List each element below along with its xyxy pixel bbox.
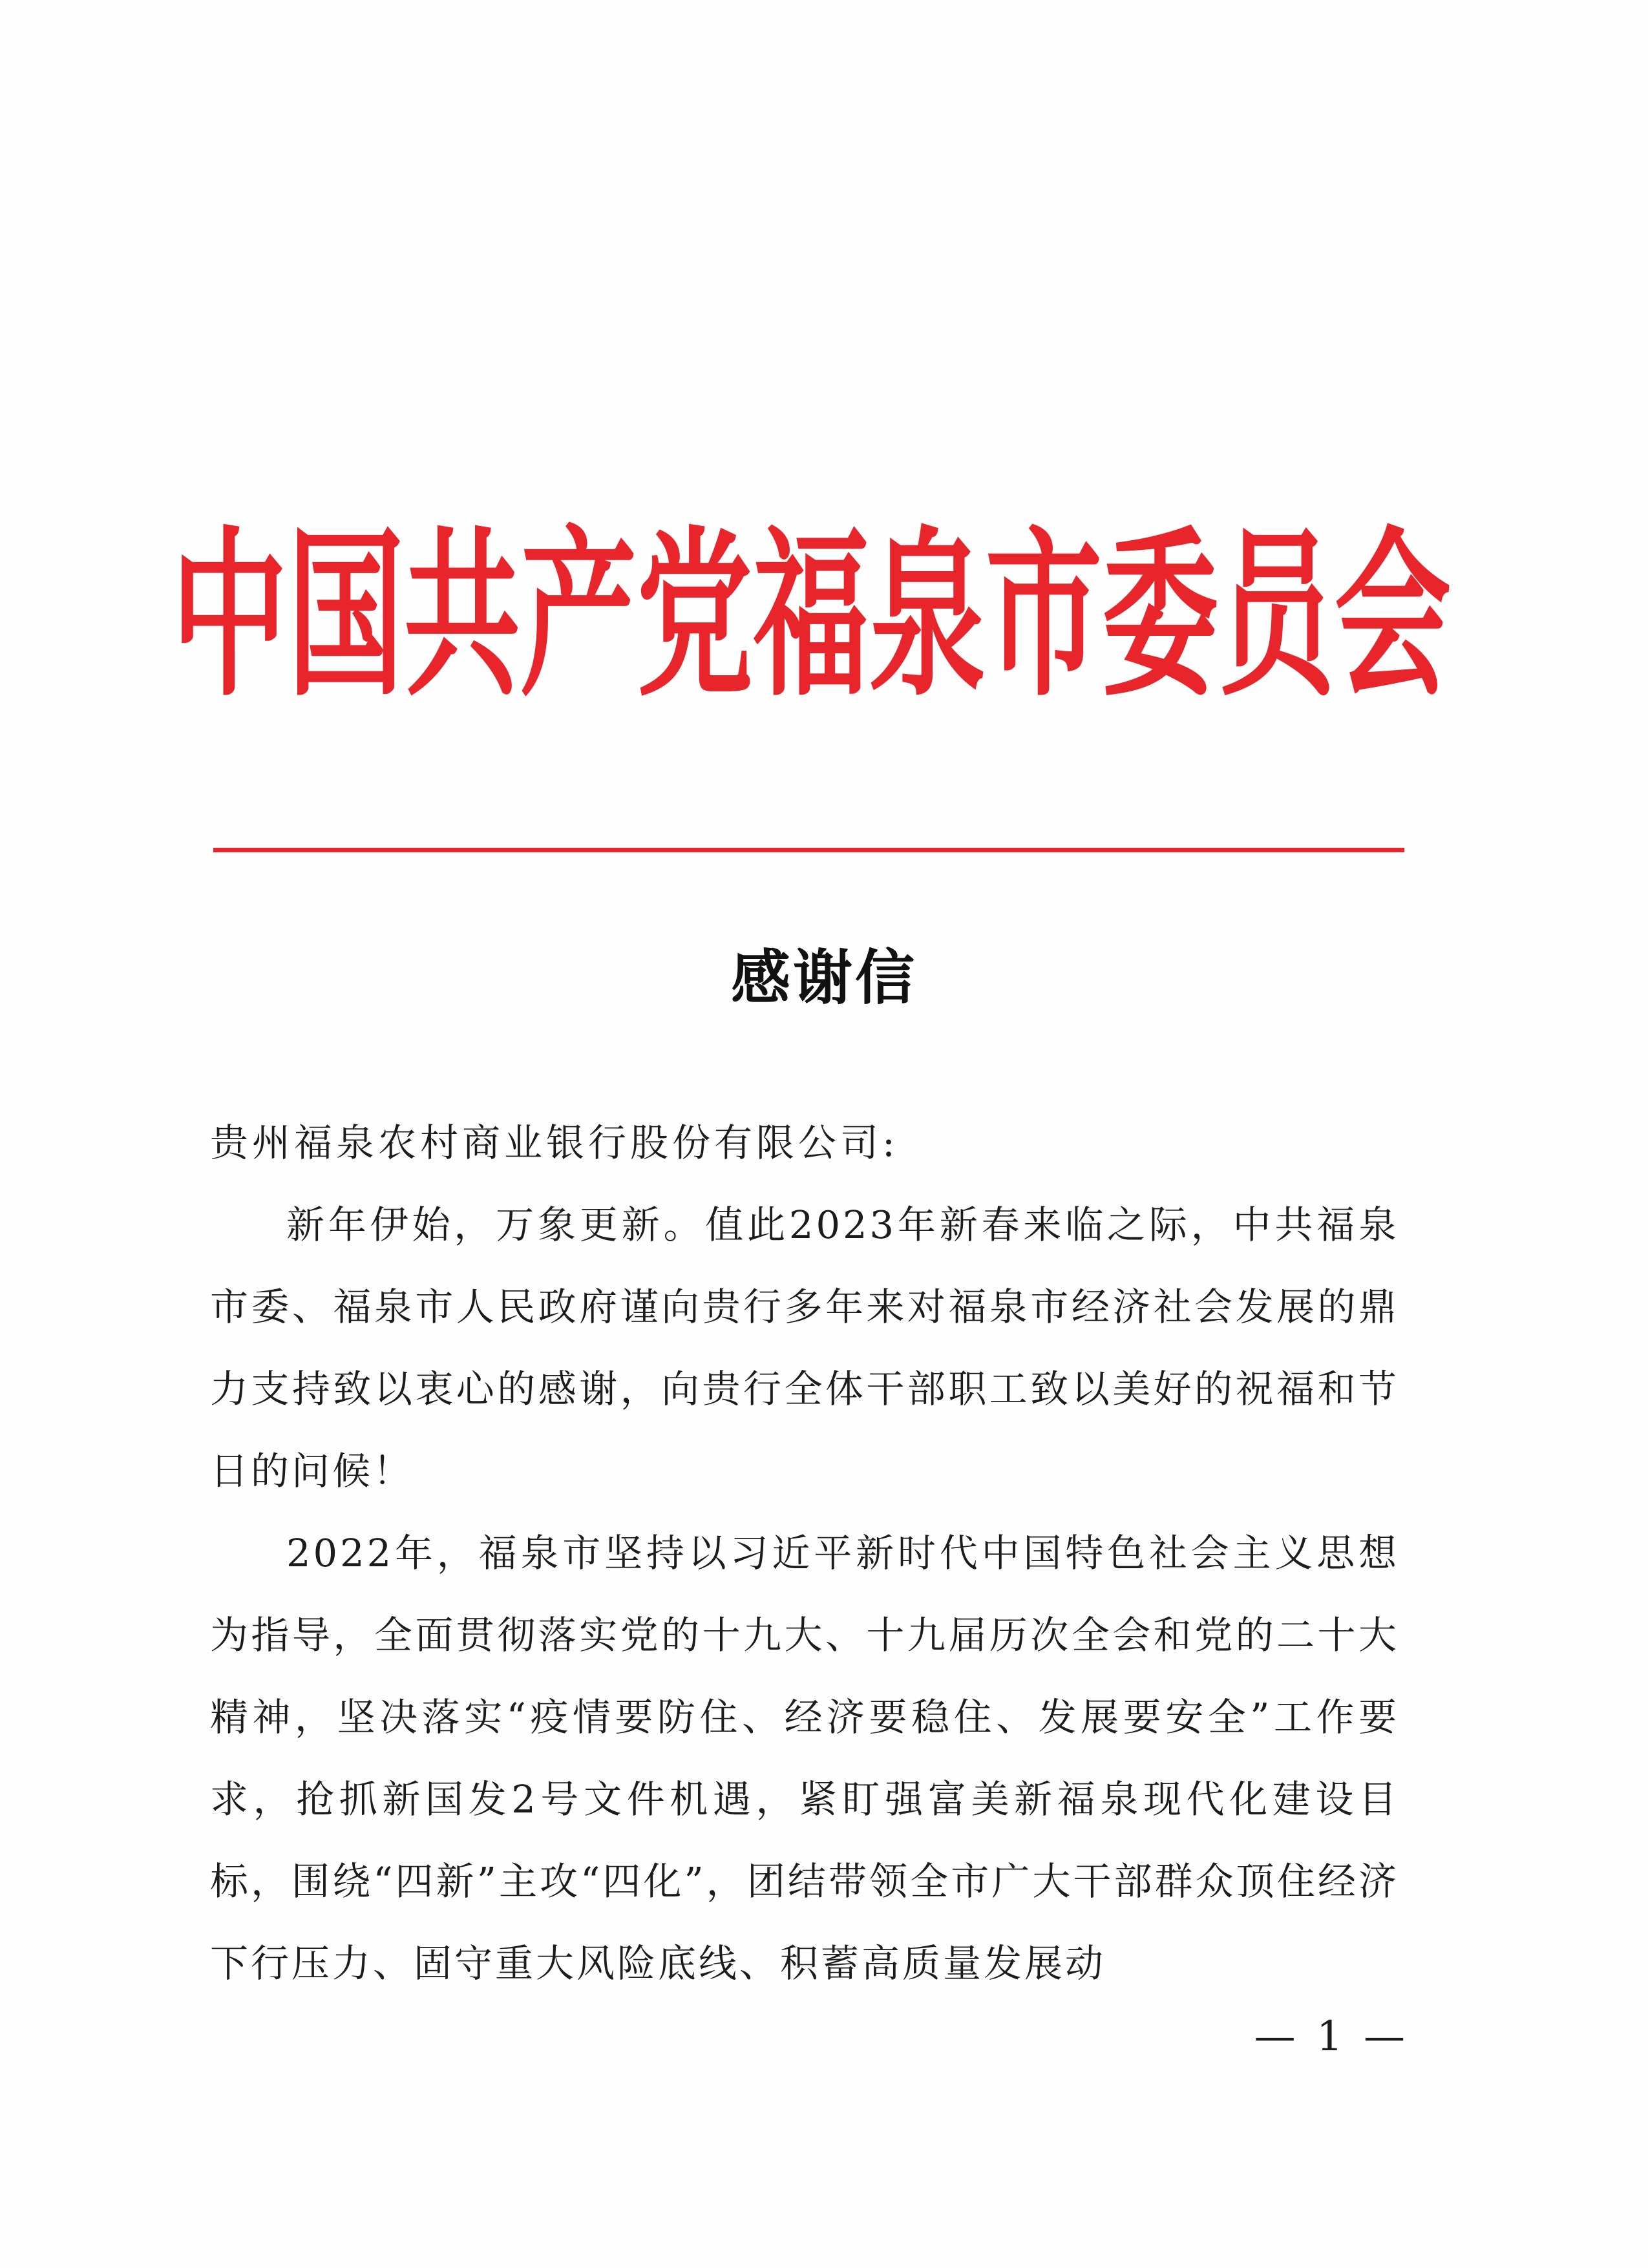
letter-body	[210, 1102, 1399, 2004]
organization-letterhead: 中国共产党福泉市委员会	[171, 512, 1452, 721]
page-number: — 1 —	[1254, 2013, 1409, 2061]
salutation: 贵州福泉农村商业银行股份有限公司:	[210, 1120, 899, 1165]
letterhead-red-rule	[213, 848, 1404, 852]
document-title: 感谢信	[730, 943, 917, 1013]
paragraph-1: 新年伊始，万象更新。值此2023年新春来临之际，中共福泉市委、福泉市人民政府谨向贵行多年来对福泉市经济社会发展的鼎力支持致以衷心的感谢，向贵行全体干部职工致以美好的祝福和节日的问候！	[210, 1202, 1399, 1493]
paragraph-2: 2022年，福泉市坚持以习近平新时代中国特色社会主义思想为指导，全面贯彻落实党的十九大、十九届历次全会和党的二十大精神，坚决落实“疫情要防住、经济要稳住、发展要安全”工作要求，抢抓新国发2号文件机遇，紧盯强富美新福泉现代化建设目标，围绕“四新”主攻“四化”，团结带领全市广大干部群众顶住经济下行压力、固守重大风险底线、积蓄高质量发展动	[210, 1531, 1399, 1986]
